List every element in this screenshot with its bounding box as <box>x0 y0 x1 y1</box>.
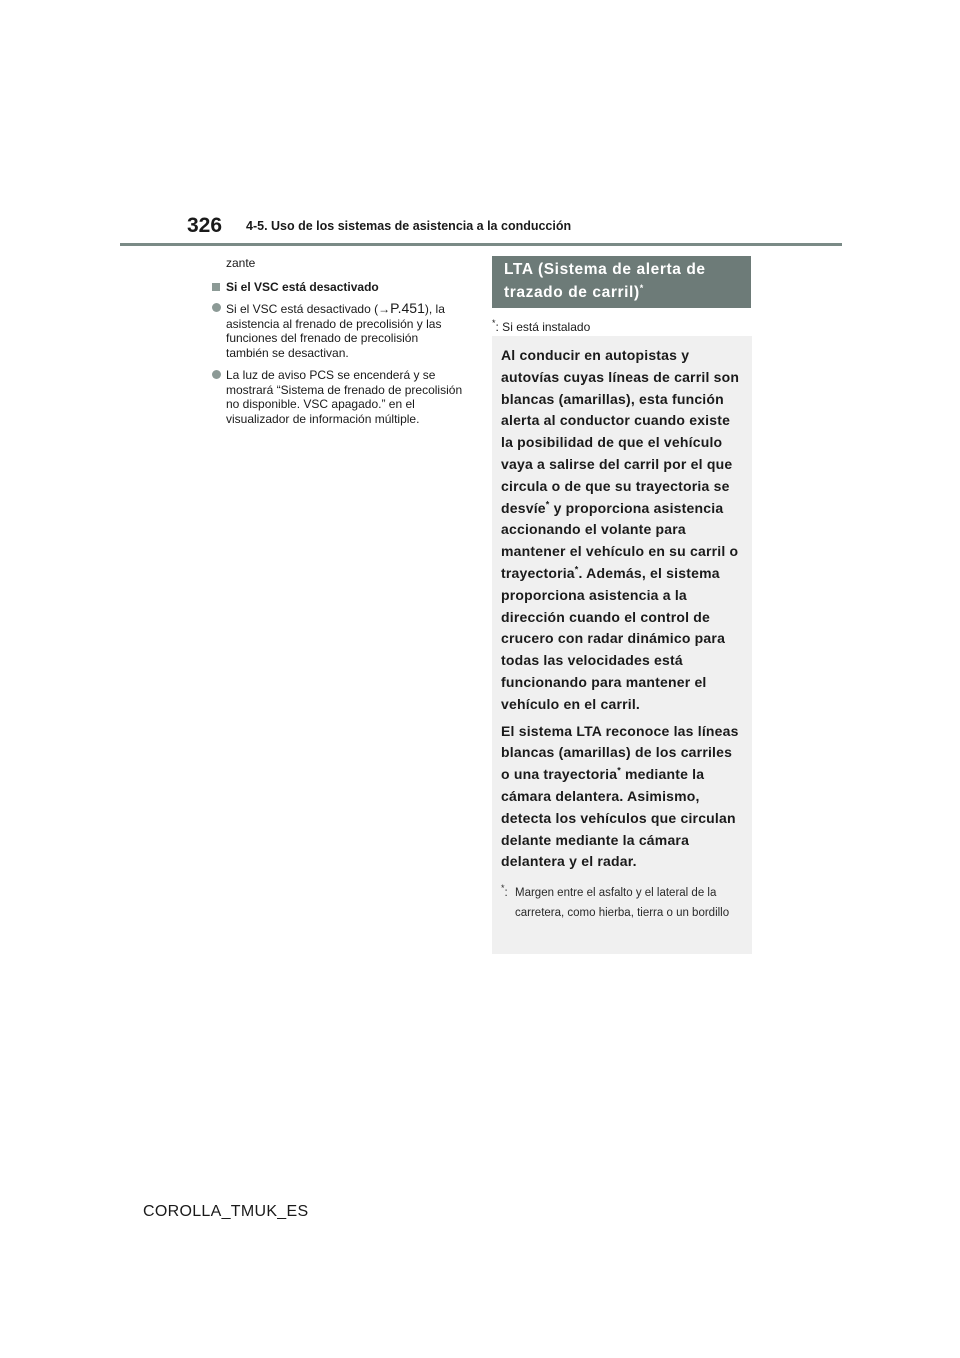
footnote-colon: : <box>504 887 508 900</box>
subheading <box>212 280 464 295</box>
document-code: COROLLA_TMUK_ES <box>143 1203 309 1220</box>
lta-header-line2-text: trazado de carril) <box>504 284 640 301</box>
bullet-item <box>212 301 464 360</box>
para2-part1: El sistema LTA reconoce las líneas blancas (amarillas) de los carriles o una trayectoria <box>501 722 739 783</box>
continuation-text: zante <box>226 256 256 270</box>
bullet-text-end: ), la asistencia al frenado de precolisión y las funciones del frenado de precolisión también se desactivan. <box>226 302 445 360</box>
lta-section-header <box>492 256 751 308</box>
box-footnote-marker <box>501 883 515 923</box>
bullet-text-start: Si el VSC está desactivado ( <box>226 302 379 316</box>
bullet-item <box>212 368 464 426</box>
page-ref-arrow: → <box>378 302 391 316</box>
asterisk-mark: * <box>501 883 505 894</box>
asterisk-mark: * <box>639 282 644 293</box>
install-footnote-text: : Si está instalado <box>495 320 591 334</box>
left-column <box>212 256 464 434</box>
subheading-text: Si el VSC está desactivado <box>226 279 379 294</box>
para1-part2: y proporciona asistencia accionando el volante para mantener el vehículo en su carril o trayectoria <box>501 499 739 581</box>
bullet-text: La luz de aviso PCS se encenderá y se mostrará “Sistema de frenado de precolisión no disponible. VSC apagado.” en el visualizador de información múltiple. <box>226 368 463 426</box>
header-rule <box>120 243 842 246</box>
para1-part1: Al conducir en autopistas y autovías cuyas líneas de carril son blancas (amarillas), esta función alerta al conductor cuando existe la posibilidad de que el vehículo vaya a salirse del carril por el que circula o de que su trayectoria se desvíe <box>501 347 740 516</box>
box-footnote-text: Margen entre el asfalto y el lateral de la carretera, como hierba, tierra o un bordillo <box>515 887 730 920</box>
square-bullet-icon <box>212 283 220 291</box>
page-number: 326 <box>187 214 223 237</box>
lta-body-box <box>492 336 752 954</box>
page-ref-link[interactable]: P.451 <box>390 300 425 316</box>
circle-bullet-icon <box>212 370 221 379</box>
para1-part3: . Además, el sistema proporciona asistencia a la dirección cuando el control de crucero con radar dinámico para todas las velocidades está funcionando para mantener el vehículo en el carril. <box>501 564 726 712</box>
asterisk-mark: * <box>545 498 550 509</box>
asterisk-mark: * <box>617 765 621 776</box>
lta-paragraph-2 <box>501 721 740 874</box>
asterisk-mark: * <box>492 318 496 328</box>
section-title: 4-5. Uso de los sistemas de asistencia a la conducción <box>246 219 572 233</box>
lta-paragraph-1 <box>501 345 740 716</box>
lta-header-line2 <box>504 281 751 304</box>
install-footnote <box>492 318 590 334</box>
circle-bullet-icon <box>212 303 221 312</box>
bullet-text <box>226 301 464 360</box>
box-footnote <box>501 883 740 923</box>
lta-header-line1: LTA (Sistema de alerta de <box>504 261 706 278</box>
para2-part2: mediante la cámara delantera. Asimismo, detecta los vehículos que circulan delante mediante la cámara delantera y el radar. <box>501 766 736 870</box>
asterisk-mark: * <box>574 564 579 575</box>
